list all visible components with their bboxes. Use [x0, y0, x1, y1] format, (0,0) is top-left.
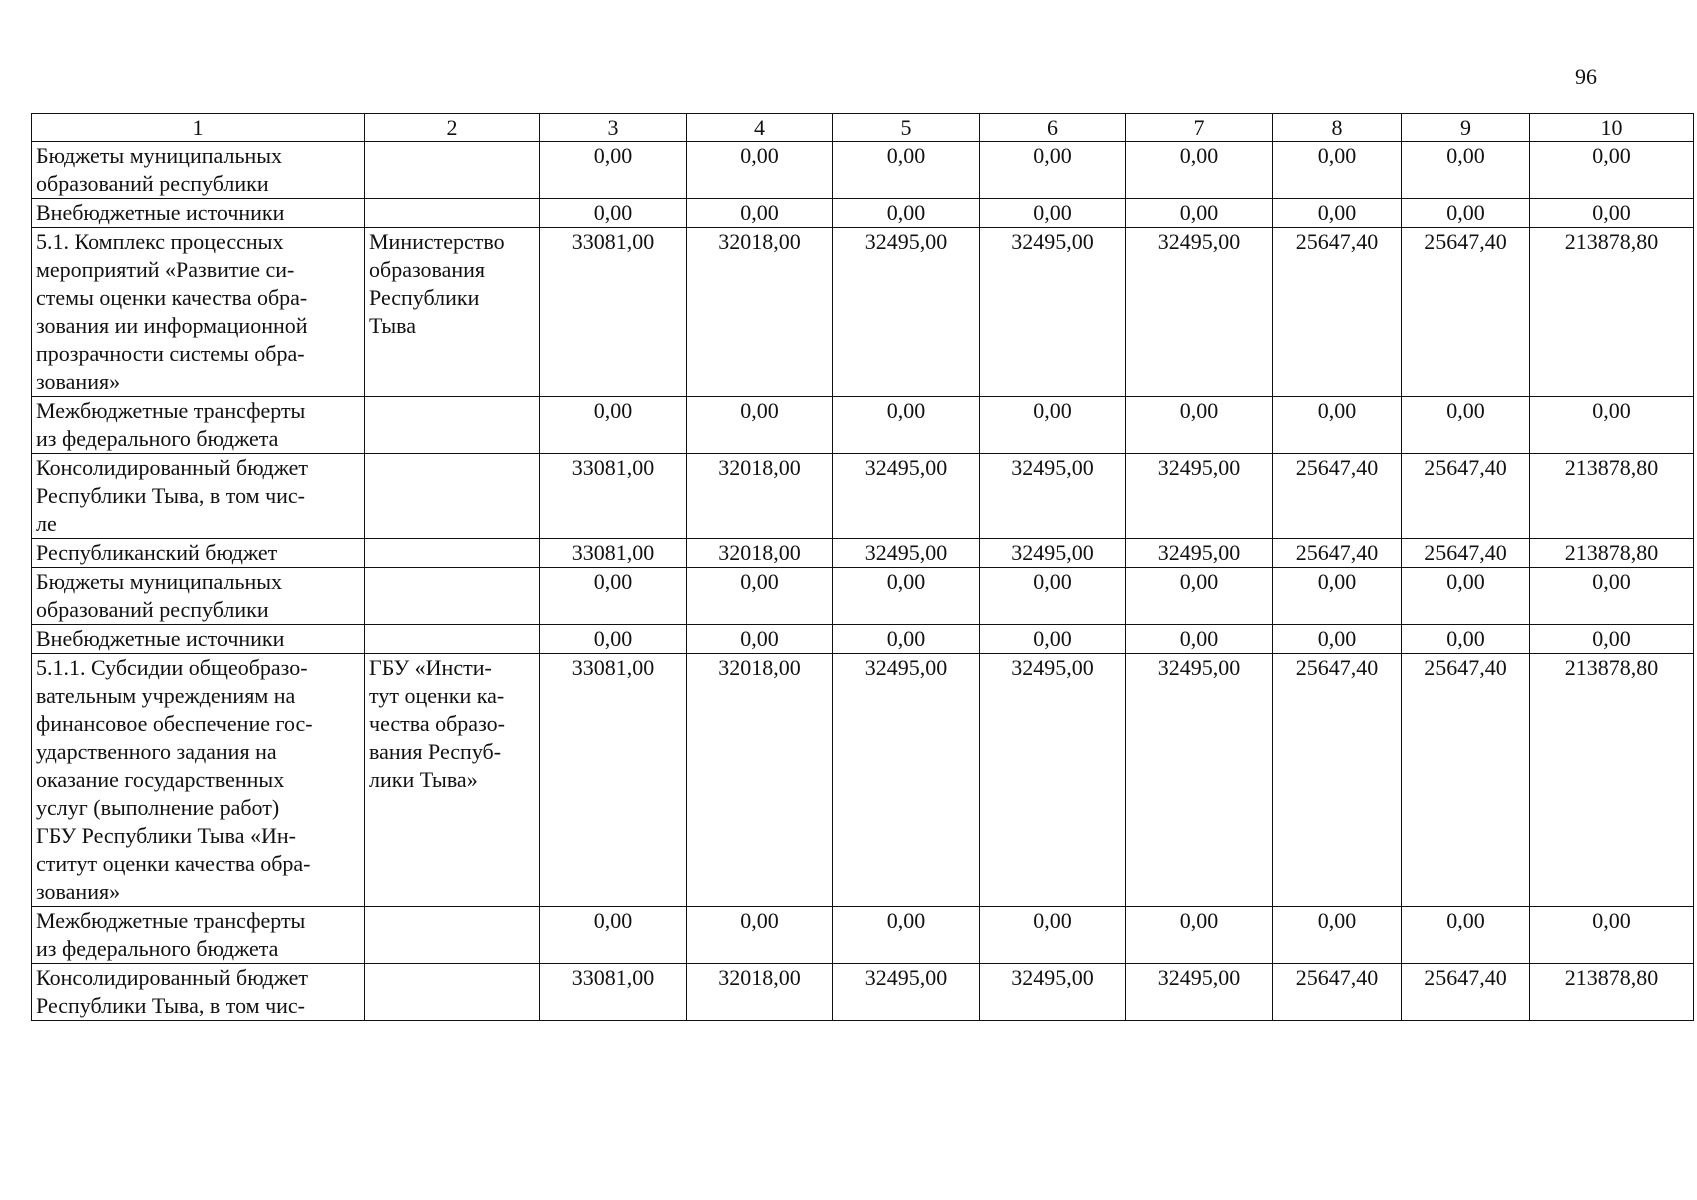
row-name-line: образований республики: [36, 597, 269, 622]
value-cell-col-10: 213878,80: [1530, 964, 1694, 1021]
table-row: [32, 228, 1694, 397]
value-cell-col-3: 0,00: [540, 397, 687, 454]
row-name-line: мероприятий «Развитие си-: [36, 257, 295, 282]
value-cell-col-7: 32495,00: [1126, 228, 1273, 397]
column-header-4: 4: [687, 114, 833, 142]
value-cell-col-10: 0,00: [1530, 625, 1694, 654]
value-cell-col-5: 0,00: [833, 907, 980, 964]
value-cell-col-8: 0,00: [1273, 142, 1402, 199]
row-name-line: ударственного задания на: [36, 739, 277, 764]
row-name-line: ститут оценки качества обра-: [36, 851, 311, 876]
value-cell-col-7: 32495,00: [1126, 654, 1273, 907]
row-name-line: Республики Тыва, в том чис-: [36, 993, 305, 1018]
value-cell-col-4: 32018,00: [687, 964, 833, 1021]
value-cell-col-10: 213878,80: [1530, 228, 1694, 397]
row-executor-cell: [365, 654, 540, 907]
value-cell-col-6: 0,00: [980, 142, 1126, 199]
row-name-line: Межбюджетные трансферты: [36, 398, 306, 423]
value-cell-col-6: 0,00: [980, 199, 1126, 228]
value-cell-col-6: 32495,00: [980, 228, 1126, 397]
row-name-cell: [32, 907, 365, 964]
row-executor-cell: [365, 454, 540, 539]
value-cell-col-4: 0,00: [687, 142, 833, 199]
row-executor-line: образования: [369, 257, 486, 282]
value-cell-col-7: 0,00: [1126, 199, 1273, 228]
value-cell-col-8: 25647,40: [1273, 228, 1402, 397]
row-executor-cell: [365, 568, 540, 625]
row-name-cell: [32, 142, 365, 199]
row-executor-cell: [365, 625, 540, 654]
value-cell-col-10: 0,00: [1530, 397, 1694, 454]
table-body: [32, 114, 1694, 1021]
table-row: [32, 568, 1694, 625]
value-cell-col-9: 0,00: [1402, 568, 1530, 625]
table-row: [32, 539, 1694, 568]
table-row: [32, 907, 1694, 964]
value-cell-col-8: 25647,40: [1273, 964, 1402, 1021]
value-cell-col-9: 25647,40: [1402, 964, 1530, 1021]
row-name-line: Внебюджетные источники: [36, 200, 285, 225]
row-executor-line: чества образо-: [369, 711, 505, 736]
value-cell-col-3: 33081,00: [540, 228, 687, 397]
value-cell-col-9: 0,00: [1402, 907, 1530, 964]
row-name-line: из федерального бюджета: [36, 936, 279, 961]
value-cell-col-6: 32495,00: [980, 454, 1126, 539]
value-cell-col-7: 0,00: [1126, 907, 1273, 964]
column-header-2: 2: [365, 114, 540, 142]
value-cell-col-8: 0,00: [1273, 625, 1402, 654]
value-cell-col-5: 32495,00: [833, 654, 980, 907]
row-executor-cell: [365, 228, 540, 397]
value-cell-col-5: 0,00: [833, 568, 980, 625]
table-row: [32, 199, 1694, 228]
value-cell-col-5: 32495,00: [833, 454, 980, 539]
value-cell-col-3: 33081,00: [540, 539, 687, 568]
column-header-5: 5: [833, 114, 980, 142]
row-name-line: Бюджеты муниципальных: [36, 143, 283, 168]
row-name-line: Бюджеты муниципальных: [36, 569, 283, 594]
row-executor-line: ГБУ «Инсти-: [369, 655, 492, 680]
row-executor-cell: [365, 397, 540, 454]
row-executor-line: тут оценки ка-: [369, 683, 505, 708]
row-name-line: 5.1. Комплекс процессных: [36, 229, 284, 254]
value-cell-col-3: 33081,00: [540, 654, 687, 907]
row-name-line: Республики Тыва, в том чис-: [36, 483, 305, 508]
value-cell-col-8: 0,00: [1273, 397, 1402, 454]
value-cell-col-7: 0,00: [1126, 397, 1273, 454]
value-cell-col-3: 0,00: [540, 907, 687, 964]
row-executor-cell: [365, 539, 540, 568]
row-name-line: вательным учреждениям на: [36, 683, 296, 708]
table-row: [32, 964, 1694, 1021]
value-cell-col-4: 0,00: [687, 199, 833, 228]
value-cell-col-10: 0,00: [1530, 907, 1694, 964]
column-header-9: 9: [1402, 114, 1530, 142]
value-cell-col-10: 0,00: [1530, 142, 1694, 199]
value-cell-col-5: 0,00: [833, 625, 980, 654]
value-cell-col-3: 0,00: [540, 142, 687, 199]
value-cell-col-7: 0,00: [1126, 568, 1273, 625]
row-name-line: финансовое обеспечение гос-: [36, 711, 313, 736]
value-cell-col-9: 0,00: [1402, 397, 1530, 454]
row-name-cell: [32, 199, 365, 228]
column-header-8: 8: [1273, 114, 1402, 142]
row-name-line: Внебюджетные источники: [36, 626, 285, 651]
column-header-1: 1: [32, 114, 365, 142]
page-number: 96: [1575, 64, 1597, 89]
value-cell-col-10: 0,00: [1530, 199, 1694, 228]
value-cell-col-6: 0,00: [980, 397, 1126, 454]
value-cell-col-7: 32495,00: [1126, 964, 1273, 1021]
column-header-10: 10: [1530, 114, 1694, 142]
value-cell-col-10: 0,00: [1530, 568, 1694, 625]
row-name-cell: [32, 539, 365, 568]
value-cell-col-5: 0,00: [833, 397, 980, 454]
row-name-line: ГБУ Республики Тыва «Ин-: [36, 823, 296, 848]
value-cell-col-9: 0,00: [1402, 625, 1530, 654]
value-cell-col-9: 25647,40: [1402, 454, 1530, 539]
value-cell-col-6: 32495,00: [980, 539, 1126, 568]
row-name-line: зования»: [36, 369, 121, 394]
column-header-6: 6: [980, 114, 1126, 142]
value-cell-col-3: 33081,00: [540, 454, 687, 539]
row-name-cell: [32, 625, 365, 654]
value-cell-col-4: 32018,00: [687, 228, 833, 397]
row-executor-line: Министерство: [369, 229, 505, 254]
value-cell-col-4: 0,00: [687, 397, 833, 454]
column-header-3: 3: [540, 114, 687, 142]
value-cell-col-6: 32495,00: [980, 654, 1126, 907]
value-cell-col-4: 0,00: [687, 907, 833, 964]
row-name-line: ле: [36, 511, 57, 536]
row-name-line: прозрачности системы обра-: [36, 341, 305, 366]
table-row: [32, 142, 1694, 199]
value-cell-col-10: 213878,80: [1530, 654, 1694, 907]
row-executor-line: Республики: [369, 285, 480, 310]
row-name-line: оказание государственных: [36, 767, 285, 792]
value-cell-col-3: 0,00: [540, 568, 687, 625]
value-cell-col-3: 0,00: [540, 625, 687, 654]
row-name-line: из федерального бюджета: [36, 426, 279, 451]
row-name-cell: [32, 568, 365, 625]
value-cell-col-4: 0,00: [687, 568, 833, 625]
row-executor-cell: [365, 964, 540, 1021]
row-name-line: зования ии информационной: [36, 313, 308, 338]
value-cell-col-8: 0,00: [1273, 199, 1402, 228]
row-executor-line: вания Респуб-: [369, 739, 502, 764]
value-cell-col-4: 32018,00: [687, 539, 833, 568]
value-cell-col-7: 0,00: [1126, 625, 1273, 654]
value-cell-col-9: 0,00: [1402, 142, 1530, 199]
row-executor-line: Тыва: [369, 313, 416, 338]
value-cell-col-4: 32018,00: [687, 454, 833, 539]
value-cell-col-10: 213878,80: [1530, 454, 1694, 539]
value-cell-col-6: 0,00: [980, 568, 1126, 625]
row-executor-cell: [365, 907, 540, 964]
value-cell-col-5: 0,00: [833, 142, 980, 199]
value-cell-col-8: 0,00: [1273, 907, 1402, 964]
row-name-line: стемы оценки качества обра-: [36, 285, 308, 310]
value-cell-col-8: 25647,40: [1273, 654, 1402, 907]
column-header-7: 7: [1126, 114, 1273, 142]
value-cell-col-5: 0,00: [833, 199, 980, 228]
row-name-cell: [32, 397, 365, 454]
row-name-line: 5.1.1. Субсидии общеобразо-: [36, 655, 308, 680]
row-name-line: зования»: [36, 879, 121, 904]
value-cell-col-5: 32495,00: [833, 228, 980, 397]
value-cell-col-5: 32495,00: [833, 539, 980, 568]
value-cell-col-6: 0,00: [980, 625, 1126, 654]
value-cell-col-9: 25647,40: [1402, 228, 1530, 397]
row-name-line: Консолидированный бюджет: [36, 965, 309, 990]
value-cell-col-8: 25647,40: [1273, 454, 1402, 539]
row-name-cell: [32, 228, 365, 397]
table-header-row: [32, 114, 1694, 142]
table-row: [32, 454, 1694, 539]
value-cell-col-8: 0,00: [1273, 568, 1402, 625]
value-cell-col-8: 25647,40: [1273, 539, 1402, 568]
table-row: [32, 625, 1694, 654]
row-name-line: услуг (выполнение работ): [36, 795, 280, 820]
value-cell-col-7: 32495,00: [1126, 454, 1273, 539]
row-name-cell: [32, 654, 365, 907]
value-cell-col-4: 0,00: [687, 625, 833, 654]
row-executor-cell: [365, 199, 540, 228]
row-name-cell: [32, 454, 365, 539]
row-executor-line: лики Тыва»: [369, 767, 478, 792]
row-name-line: Республиканский бюджет: [36, 540, 278, 565]
value-cell-col-9: 25647,40: [1402, 654, 1530, 907]
row-name-line: Межбюджетные трансферты: [36, 908, 306, 933]
value-cell-col-3: 0,00: [540, 199, 687, 228]
row-name-line: Консолидированный бюджет: [36, 455, 309, 480]
table-row: [32, 397, 1694, 454]
value-cell-col-3: 33081,00: [540, 964, 687, 1021]
value-cell-col-9: 0,00: [1402, 199, 1530, 228]
budget-table: [31, 113, 1694, 1021]
row-name-line: образований республики: [36, 171, 269, 196]
row-name-cell: [32, 964, 365, 1021]
value-cell-col-5: 32495,00: [833, 964, 980, 1021]
value-cell-col-4: 32018,00: [687, 654, 833, 907]
value-cell-col-7: 0,00: [1126, 142, 1273, 199]
row-executor-cell: [365, 142, 540, 199]
value-cell-col-9: 25647,40: [1402, 539, 1530, 568]
value-cell-col-6: 32495,00: [980, 964, 1126, 1021]
table-row: [32, 654, 1694, 907]
value-cell-col-7: 32495,00: [1126, 539, 1273, 568]
value-cell-col-10: 213878,80: [1530, 539, 1694, 568]
value-cell-col-6: 0,00: [980, 907, 1126, 964]
